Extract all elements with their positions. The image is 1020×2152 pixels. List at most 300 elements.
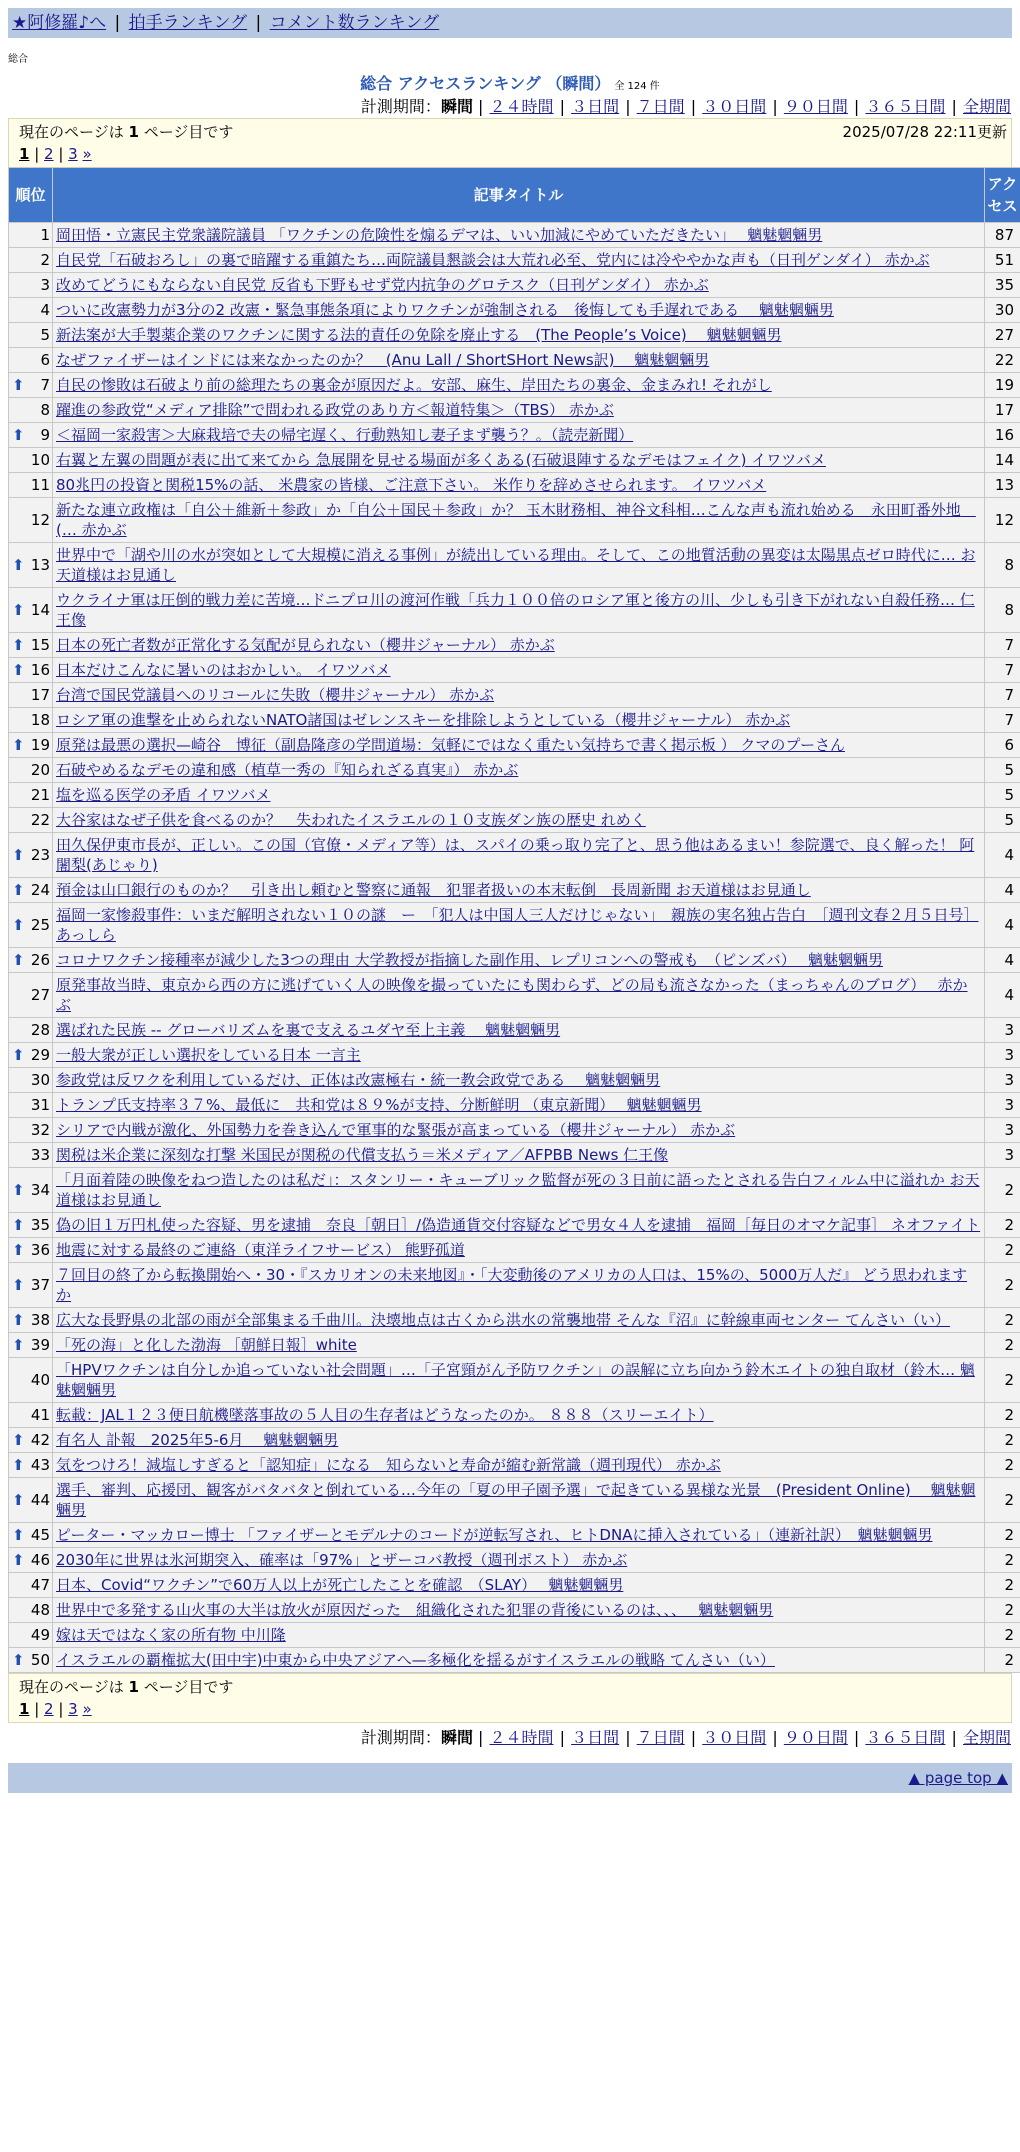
table-row xyxy=(9,658,1020,683)
access-count: 2 xyxy=(985,1648,1020,1673)
title-cell xyxy=(53,1523,985,1548)
rank-cell xyxy=(9,1523,53,1548)
home-link[interactable]: ★阿修羅♪へ xyxy=(12,13,107,33)
article-link[interactable]: 世界中で多発する山火事の大半は放火が原因だった 組織化された犯罪の背後にいるのは、、、 魑魅魍魎男 xyxy=(56,1601,774,1619)
rank-cell xyxy=(9,473,53,498)
rank-cell xyxy=(9,588,53,633)
table-row xyxy=(9,833,1020,878)
title-cell xyxy=(53,423,985,448)
title-cell xyxy=(53,1043,985,1068)
article-link[interactable]: 世界中で「湖や川の水が突如として大規模に消える事例」が続出している理由。そして、この地質活動の異変は太陽黒点ゼロ時代に… お天道様はお見通し xyxy=(56,546,976,584)
article-link[interactable]: 参政党は反ワクを利用しているだけ、正体は改憲極右・統一教会政党である 魑魅魍魎男 xyxy=(56,1071,661,1089)
up-arrow-icon: ⬆ xyxy=(12,636,25,654)
table-row xyxy=(9,373,1020,398)
rank-cell xyxy=(9,348,53,373)
rank-cell xyxy=(9,1263,53,1308)
article-link[interactable]: イスラエルの覇権拡大(田中宇)中東から中央アジアへ—多極化を揺るがすイスラエルの戦略 てんさい（い） xyxy=(56,1651,775,1669)
current-page-number: 1 xyxy=(128,1678,139,1696)
rank-number: 39 xyxy=(30,1336,50,1354)
access-count: 2 xyxy=(985,1168,1020,1213)
table-row xyxy=(9,1068,1020,1093)
title-cell xyxy=(53,1453,985,1478)
access-count: 17 xyxy=(985,398,1020,423)
access-count: 14 xyxy=(985,448,1020,473)
period-link[interactable]: ３０日間 xyxy=(702,97,767,116)
access-count: 4 xyxy=(985,948,1020,973)
article-link[interactable]: 偽の旧１万円札使った容疑、男を逮捕 奈良［朝日］/偽造通貨交付容疑などで男女４人を逮捕 福岡［毎日のオマケ記事］ ネオファイト xyxy=(56,1216,981,1234)
title-cell xyxy=(53,1548,985,1573)
current-page-number: 1 xyxy=(128,123,139,141)
rank-number: 24 xyxy=(30,881,50,899)
access-count: 2 xyxy=(985,1428,1020,1453)
access-count: 7 xyxy=(985,683,1020,708)
period-selector: 計測期間：瞬間 | ２４時間 | ３日間 | ７日間 | ３０日間 | ９０日間 | ３６５日間 | 全期間 xyxy=(360,97,1011,116)
top-nav-bar xyxy=(8,8,1012,38)
access-count: 27 xyxy=(985,323,1020,348)
title-cell xyxy=(53,398,985,423)
table-row xyxy=(9,1308,1020,1333)
access-count: 35 xyxy=(985,273,1020,298)
article-link[interactable]: 石破やめるなデモの違和感（植草一秀の『知られざる真実』） 赤かぶ xyxy=(56,761,519,779)
article-link[interactable]: 「HPVワクチンは自分しか追っていない社会問題」…「子宮頸がん予防ワクチン」の誤解に立ち向かう鈴木エイトの独自取材（鈴木… 魑魅魍魎男 xyxy=(56,1361,975,1399)
rank-number: 5 xyxy=(40,326,50,344)
rank-number: 32 xyxy=(30,1121,50,1139)
access-count: 30 xyxy=(985,298,1020,323)
up-arrow-icon: ⬆ xyxy=(12,376,25,394)
table-row xyxy=(9,783,1020,808)
period-selector-bottom: 計測期間：瞬間 | ２４時間 | ３日間 | ７日間 | ３０日間 | ９０日間 | ３６５日間 | 全期間 xyxy=(360,1728,1011,1747)
up-arrow-icon: ⬆ xyxy=(12,916,25,934)
access-count: 5 xyxy=(985,808,1020,833)
rank-number: 26 xyxy=(30,951,50,969)
up-arrow-icon: ⬆ xyxy=(12,1311,25,1329)
article-link[interactable]: 自民党「石破おろし」の裏で暗躍する重鎮たち…両院議員懇談会は大荒れ必至、党内には冷ややかな声も（日刊ゲンダイ） 赤かぶ xyxy=(56,251,930,269)
rank-number: 18 xyxy=(30,711,50,729)
table-row xyxy=(9,1648,1020,1673)
article-link[interactable]: ロシア軍の進撃を止められないNATO諸国はゼレンスキーを排除しようとしている（櫻井ジャーナル） 赤かぶ xyxy=(56,711,791,729)
access-count: 2 xyxy=(985,1548,1020,1573)
rank-number: 49 xyxy=(30,1626,50,1644)
page-title-text: 総合 アクセスランキング （瞬間） xyxy=(360,74,611,93)
rank-number: 41 xyxy=(30,1406,50,1424)
period-link[interactable]: ２４時間 xyxy=(489,1728,554,1747)
up-arrow-icon: ⬆ xyxy=(12,736,25,754)
ranking-table xyxy=(8,167,1020,1673)
article-link[interactable]: ウクライナ軍は圧倒的戦力差に苦境…ドニプロ川の渡河作戦「兵力１００倍のロシア軍と後方の川、少しも引き下がれない自殺任務… 仁王像 xyxy=(56,591,975,629)
article-link[interactable]: 改めてどうにもならない自民党 反省も下野もせず党内抗争のグロテスク（日刊ゲンダイ） 赤かぶ xyxy=(56,276,709,294)
rank-cell xyxy=(9,223,53,248)
access-count: 2 xyxy=(985,1213,1020,1238)
article-link[interactable]: 日本の死亡者数が正常化する気配が見られない（櫻井ジャーナル） 赤かぶ xyxy=(56,636,555,654)
rank-number: 29 xyxy=(30,1046,50,1064)
period-link[interactable]: 全期間 xyxy=(962,1728,1011,1747)
rank-number: 40 xyxy=(30,1371,50,1389)
rank-number: 2 xyxy=(40,251,50,269)
article-link[interactable]: 一般大衆が正しい選択をしている日本 一言主 xyxy=(56,1046,361,1064)
table-row xyxy=(9,1523,1020,1548)
article-link[interactable]: 嫁は天ではなく家の所有物 中川隆 xyxy=(56,1626,286,1644)
rank-number: 28 xyxy=(30,1021,50,1039)
table-row xyxy=(9,1118,1020,1143)
up-arrow-icon: ⬆ xyxy=(12,846,25,864)
rank-number: 50 xyxy=(30,1651,50,1669)
rank-cell xyxy=(9,1403,53,1428)
title-cell xyxy=(53,248,985,273)
rank-cell xyxy=(9,1018,53,1043)
rank-cell xyxy=(9,708,53,733)
period-link[interactable]: ３日間 xyxy=(571,97,620,116)
article-link[interactable]: 「死の海」と化した渤海 ［朝鮮日報］white xyxy=(56,1336,357,1354)
period-label: 計測期間： xyxy=(360,97,441,116)
article-link[interactable]: ＜福岡一家殺害＞大麻栽培で夫の帰宅遅く、行動熟知し妻子まず襲う？。（読売新聞） xyxy=(56,426,634,444)
table-row xyxy=(9,973,1020,1018)
rank-cell xyxy=(9,248,53,273)
article-link[interactable]: トランプ氏支持率３７%、最低に 共和党は８９%が支持、分断鮮明 （東京新聞） 魑魅魍魎男 xyxy=(56,1096,702,1114)
rank-cell xyxy=(9,973,53,1018)
rank-cell xyxy=(9,1333,53,1358)
article-link[interactable]: 日本、Covid“ワクチン”で60万人以上が死亡したことを確認 （SLAY） 魑魅魍魎男 xyxy=(56,1576,624,1594)
table-row xyxy=(9,248,1020,273)
up-arrow-icon: ⬆ xyxy=(12,426,25,444)
rank-number: 12 xyxy=(30,511,50,529)
period-link[interactable]: ３０日間 xyxy=(702,1728,767,1747)
article-link[interactable]: 日本だけこんなに暑いのはおかしい。 イワツバメ xyxy=(56,661,391,679)
rank-number: 42 xyxy=(30,1431,50,1449)
table-row xyxy=(9,1263,1020,1308)
article-link[interactable]: なぜファイザーはインドには来なかったのか？ (Anu Lall / ShortSHort News訳) 魑魅魍魎男 xyxy=(56,351,710,369)
up-arrow-icon: ⬆ xyxy=(12,1216,25,1234)
rank-number: 34 xyxy=(30,1181,50,1199)
article-link[interactable]: 有名人 訃報 2025年5-6月 魑魅魍魎男 xyxy=(56,1431,339,1449)
article-link[interactable]: 大谷家はなぜ子供を食べるのか？ 失われたイスラエルの１０支族ダン族の歴史 れめく xyxy=(56,811,646,829)
current-page-prefix: 現在のページは xyxy=(19,1678,124,1696)
rank-cell xyxy=(9,1043,53,1068)
access-count: 4 xyxy=(985,903,1020,948)
up-arrow-icon: ⬆ xyxy=(12,881,25,899)
page-info-top xyxy=(8,118,1012,167)
rank-number: 30 xyxy=(30,1071,50,1089)
rank-cell xyxy=(9,808,53,833)
rank-number: 37 xyxy=(30,1276,50,1294)
pager-current: 1 xyxy=(19,145,30,163)
table-row xyxy=(9,588,1020,633)
rank-cell xyxy=(9,1213,53,1238)
rank-number: 19 xyxy=(30,736,50,754)
table-row xyxy=(9,808,1020,833)
rank-number: 22 xyxy=(30,811,50,829)
current-page-suffix: ページ目です xyxy=(143,1678,234,1696)
title-cell xyxy=(53,1478,985,1523)
access-count: 2 xyxy=(985,1573,1020,1598)
rank-cell xyxy=(9,948,53,973)
table-row xyxy=(9,1358,1020,1403)
table-row xyxy=(9,683,1020,708)
pager-link[interactable]: 2 xyxy=(44,1700,54,1718)
title-cell xyxy=(53,1168,985,1213)
rank-number: 8 xyxy=(40,401,50,419)
rank-cell xyxy=(9,423,53,448)
rank-cell xyxy=(9,1118,53,1143)
article-link[interactable]: ピーター・マッカロー博士 「ファイザーとモデルナのコードが逆転写され、ヒトDNAに挿入されている」（連新社訳） 魑魅魍魎男 xyxy=(56,1526,933,1544)
current-page-suffix: ページ目です xyxy=(143,123,234,141)
period-link[interactable]: ３６５日間 xyxy=(865,1728,946,1747)
article-link[interactable]: ７回目の終了から転換開始へ・30・『スカリオンの未来地図』・「大変動後のアメリカの人口は、15%の、5000万人だ』 どう思われますか xyxy=(56,1266,968,1304)
table-row xyxy=(9,1213,1020,1238)
access-count: 3 xyxy=(985,1118,1020,1143)
up-arrow-icon: ⬆ xyxy=(12,1241,25,1259)
title-cell xyxy=(53,373,985,398)
comment-ranking-link[interactable]: コメント数ランキング xyxy=(269,13,440,33)
rank-cell xyxy=(9,1143,53,1168)
access-count: 4 xyxy=(985,973,1020,1018)
title-cell xyxy=(53,1573,985,1598)
rank-cell xyxy=(9,498,53,543)
title-cell xyxy=(53,1403,985,1428)
access-count: 3 xyxy=(985,1093,1020,1118)
table-row xyxy=(9,1573,1020,1598)
rank-header: 順位 xyxy=(9,168,53,223)
table-row xyxy=(9,903,1020,948)
rank-number: 9 xyxy=(40,426,50,444)
table-row xyxy=(9,448,1020,473)
up-arrow-icon: ⬆ xyxy=(12,601,25,619)
title-cell xyxy=(53,903,985,948)
title-header: 記事タイトル xyxy=(53,168,985,223)
access-count: 2 xyxy=(985,1333,1020,1358)
article-link[interactable]: 広大な長野県の北部の雨が全部集まる千曲川。決壊地点は古くから洪水の常襲地帯 そんな『沼』に幹線車両センター てんさい（い） xyxy=(56,1311,950,1329)
rank-number: 35 xyxy=(30,1216,50,1234)
rank-cell xyxy=(9,398,53,423)
table-row xyxy=(9,423,1020,448)
page-title xyxy=(8,71,1012,94)
table-row xyxy=(9,1598,1020,1623)
pager-next-link[interactable]: » xyxy=(82,1700,92,1718)
title-cell xyxy=(53,683,985,708)
pager-link[interactable]: 2 xyxy=(44,145,54,163)
rank-number: 31 xyxy=(30,1096,50,1114)
rank-number: 44 xyxy=(30,1491,50,1509)
article-link[interactable]: 転載：JAL１２３便日航機墜落事故の５人目の生存者はどうなったのか。 ８８８（スリーエイト） xyxy=(56,1406,714,1424)
access-count: 3 xyxy=(985,1143,1020,1168)
rank-cell xyxy=(9,658,53,683)
item-count: 全 124 件 xyxy=(614,81,660,92)
table-row xyxy=(9,1018,1020,1043)
title-cell xyxy=(53,1598,985,1623)
title-cell xyxy=(53,1358,985,1403)
title-cell xyxy=(53,1333,985,1358)
access-count: 3 xyxy=(985,1068,1020,1093)
page-info-bottom xyxy=(8,1673,1012,1723)
article-link[interactable]: 80兆円の投資と関税15%の話、 米農家の皆様、ご注意下さい。 米作りを辞めさせられます。 イワツバメ xyxy=(56,476,767,494)
pager-current: 1 xyxy=(19,1700,30,1718)
article-link[interactable]: 田久保伊東市長が、正しい。この国（官僚・メディア等）は、スパイの乗っ取り完了と、思う他はあるまい！参院選で、良く解った！ 阿闍梨(あじゃり) xyxy=(56,836,975,874)
period-link[interactable]: ３日間 xyxy=(571,1728,620,1747)
rank-cell xyxy=(9,543,53,588)
pager: 1 | 2 | 3 » xyxy=(19,1700,92,1718)
article-link[interactable]: 岡田悟・立憲民主党衆議院議員 「ワクチンの危険性を煽るデマは、いい加減にやめていただきたい」 魑魅魍魎男 xyxy=(56,226,823,244)
rank-cell xyxy=(9,683,53,708)
table-row xyxy=(9,1093,1020,1118)
up-arrow-icon: ⬆ xyxy=(12,1431,25,1449)
title-cell xyxy=(53,1428,985,1453)
table-row xyxy=(9,323,1020,348)
rank-cell xyxy=(9,323,53,348)
period-link[interactable]: ７日間 xyxy=(636,97,685,116)
period-link[interactable]: ２４時間 xyxy=(489,97,554,116)
up-arrow-icon: ⬆ xyxy=(12,1526,25,1544)
title-cell xyxy=(53,1648,985,1673)
article-link[interactable]: 地震に対する最終のご連絡（東洋ライフサービス） 熊野孤道 xyxy=(56,1241,465,1259)
up-arrow-icon: ⬆ xyxy=(12,1336,25,1354)
up-arrow-icon: ⬆ xyxy=(12,556,25,574)
title-cell xyxy=(53,1093,985,1118)
pager-next-link[interactable]: » xyxy=(82,145,92,163)
access-count: 4 xyxy=(985,878,1020,903)
pager: 1 | 2 | 3 » xyxy=(19,145,92,163)
period-link[interactable]: ９０日間 xyxy=(783,1728,848,1747)
period-link[interactable]: ３６５日間 xyxy=(865,97,946,116)
rank-cell xyxy=(9,833,53,878)
table-row xyxy=(9,1403,1020,1428)
rank-number: 14 xyxy=(30,601,50,619)
article-link[interactable]: 選ばれた民族 -- グローバリズムを裏で支えるユダヤ至上主義 魑魅魍魎男 xyxy=(56,1021,561,1039)
article-link[interactable]: 自民の惨敗は石破より前の総理たちの裏金が原因だよ。安部、麻生、岸田たちの裏金、金まみれ! それがし xyxy=(56,376,772,394)
rank-number: 45 xyxy=(30,1526,50,1544)
rank-number: 6 xyxy=(40,351,50,369)
title-cell xyxy=(53,973,985,1018)
pager-link[interactable]: 3 xyxy=(68,1700,78,1718)
article-link[interactable]: 選手、審判、応援団、観客がバタバタと倒れている…今年の「夏の甲子園予選」で起きている異様な光景 (President Online) 魑魅魍魎男 xyxy=(56,1481,976,1519)
article-link[interactable]: ついに改憲勢力が3分の2 改憲・緊急事態条項によりワクチンが強制される 後悔しても手遅れである 魑魅魍魎男 xyxy=(56,301,834,319)
period-link[interactable]: 全期間 xyxy=(962,97,1011,116)
rank-number: 11 xyxy=(30,476,50,494)
clap-ranking-link[interactable]: 拍手ランキング xyxy=(128,13,248,33)
rank-cell xyxy=(9,1573,53,1598)
article-link[interactable]: 原発は最悪の選択—崎谷 博征（副島隆彦の学問道場：気軽にではなく重たい気持ちで書く掲示板 ） クマのプーさん xyxy=(56,736,845,754)
article-link[interactable]: 原発事故当時、東京から西の方に逃げていく人の映像を撮っていたにも関わらず、どの局も流さなかった（まっちゃんのブログ） 赤かぶ xyxy=(56,976,968,1014)
footer-bar xyxy=(8,1763,1012,1793)
access-count: 2 xyxy=(985,1238,1020,1263)
rank-number: 23 xyxy=(30,846,50,864)
article-link[interactable]: 関税は米企業に深刻な打撃 米国民が関税の代償支払う＝米メディア／AFPBB News 仁王像 xyxy=(56,1146,669,1164)
access-count: 2 xyxy=(985,1478,1020,1523)
table-row xyxy=(9,948,1020,973)
table-row xyxy=(9,1143,1020,1168)
up-arrow-icon: ⬆ xyxy=(12,1651,25,1669)
title-cell xyxy=(53,223,985,248)
article-link[interactable]: 新法案が大手製薬企業のワクチンに関する法的責任の免除を廃止する (The People’s Voice) 魑魅魍魎男 xyxy=(56,326,782,344)
title-cell xyxy=(53,758,985,783)
title-cell xyxy=(53,498,985,543)
pager-link[interactable]: 3 xyxy=(68,145,78,163)
article-link[interactable]: 「月面着陸の映像をねつ造したのは私だ」：スタンリー・キューブリック監督が死の３日前に語ったとされる告白フィルム中に溢れか お天道様はお見通し xyxy=(56,1171,980,1209)
table-row xyxy=(9,348,1020,373)
rank-cell xyxy=(9,783,53,808)
article-link[interactable]: 台湾で国民党議員へのリコールに失敗（櫻井ジャーナル） 赤かぶ xyxy=(56,686,495,704)
access-count: 22 xyxy=(985,348,1020,373)
period-label: 計測期間： xyxy=(360,1728,441,1747)
rank-number: 27 xyxy=(30,986,50,1004)
table-row xyxy=(9,733,1020,758)
rank-cell xyxy=(9,373,53,398)
table-row xyxy=(9,543,1020,588)
article-link[interactable]: 新たな連立政権は「自公＋維新＋参政」か「自公＋国民＋参政」か？ 玉木財務相、神谷文科相…こんな声も流れ始める 永田町番外地 (… 赤かぶ xyxy=(56,501,976,539)
rank-cell xyxy=(9,1068,53,1093)
access-count: 87 xyxy=(985,223,1020,248)
rank-number: 7 xyxy=(40,376,50,394)
title-cell xyxy=(53,588,985,633)
rank-cell xyxy=(9,1598,53,1623)
page-top-link[interactable]: ▲ page top ▲ xyxy=(908,1769,1008,1787)
table-row xyxy=(9,1453,1020,1478)
period-link[interactable]: ９０日間 xyxy=(783,97,848,116)
current-page-prefix: 現在のページは xyxy=(19,123,124,141)
category-label: 総合 xyxy=(8,54,28,65)
title-cell xyxy=(53,878,985,903)
rank-cell xyxy=(9,1648,53,1673)
updated-timestamp: 2025/07/28 22:11更新 xyxy=(842,123,1007,141)
period-link[interactable]: ７日間 xyxy=(636,1728,685,1747)
access-count: 5 xyxy=(985,758,1020,783)
article-link[interactable]: 右翼と左翼の問題が表に出て来てから 急展開を見せる場面が多くある(石破退陣するなデモはフェイク) イワツバメ xyxy=(56,451,826,469)
table-row xyxy=(9,473,1020,498)
rank-cell xyxy=(9,903,53,948)
title-cell xyxy=(53,1308,985,1333)
title-cell xyxy=(53,1238,985,1263)
title-cell xyxy=(53,783,985,808)
up-arrow-icon: ⬆ xyxy=(12,1551,25,1569)
article-link[interactable]: コロナワクチン接種率が減少した3つの理由 大学教授が指摘した副作用、レプリコンへの警戒も （ピンズバ） 魑魅魍魎男 xyxy=(56,951,883,969)
access-count: 2 xyxy=(985,1623,1020,1648)
period-current: 瞬間 xyxy=(440,97,473,116)
article-link[interactable]: 塩を巡る医学の矛盾 イワツバメ xyxy=(56,786,271,804)
rank-number: 33 xyxy=(30,1146,50,1164)
title-cell xyxy=(53,323,985,348)
title-cell xyxy=(53,273,985,298)
rank-cell xyxy=(9,1623,53,1648)
title-cell xyxy=(53,658,985,683)
table-row xyxy=(9,398,1020,423)
period-current: 瞬間 xyxy=(440,1728,473,1747)
access-count: 4 xyxy=(985,833,1020,878)
table-row xyxy=(9,1478,1020,1523)
access-count: 19 xyxy=(985,373,1020,398)
access-count: 5 xyxy=(985,783,1020,808)
rank-cell xyxy=(9,1168,53,1213)
access-count: 2 xyxy=(985,1523,1020,1548)
access-count: 8 xyxy=(985,543,1020,588)
article-link[interactable]: 預金は山口銀行のものか？ 引き出し頼むと警察に通報 犯罪者扱いの本末転倒 長周新聞 お天道様はお見通し xyxy=(56,881,811,899)
article-link[interactable]: 2030年に世界は氷河期突入、確率は「97%」とザーコバ教授（週刊ポスト） 赤かぶ xyxy=(56,1551,628,1569)
article-link[interactable]: 躍進の参政党“メディア排除”で問われる政党のあり方＜報道特集＞（TBS） 赤かぶ xyxy=(56,401,614,419)
table-row xyxy=(9,1238,1020,1263)
title-cell xyxy=(53,808,985,833)
table-row xyxy=(9,1168,1020,1213)
table-row xyxy=(9,1428,1020,1453)
rank-number: 13 xyxy=(30,556,50,574)
article-link[interactable]: シリアで内戦が激化、外国勢力を巻き込んで軍事的な緊張が高まっている（櫻井ジャーナル） 赤かぶ xyxy=(56,1121,736,1139)
article-link[interactable]: 気をつけろ！減塩しすぎると「認知症」になる 知らないと寿命が縮む新常識（週刊現代） 赤かぶ xyxy=(56,1456,721,1474)
article-link[interactable]: 福岡一家惨殺事件：いまだ解明されない１０の謎 ー 「犯人は中国人三人だけじゃない」 親族の実名独占告白 ［週刊文春２月５日号］ あっしら xyxy=(56,906,979,944)
access-count: 7 xyxy=(985,633,1020,658)
access-count: 13 xyxy=(985,473,1020,498)
rank-cell xyxy=(9,448,53,473)
rank-number: 48 xyxy=(30,1601,50,1619)
table-row xyxy=(9,273,1020,298)
rank-number: 46 xyxy=(30,1551,50,1569)
access-count: 2 xyxy=(985,1358,1020,1403)
table-row xyxy=(9,298,1020,323)
